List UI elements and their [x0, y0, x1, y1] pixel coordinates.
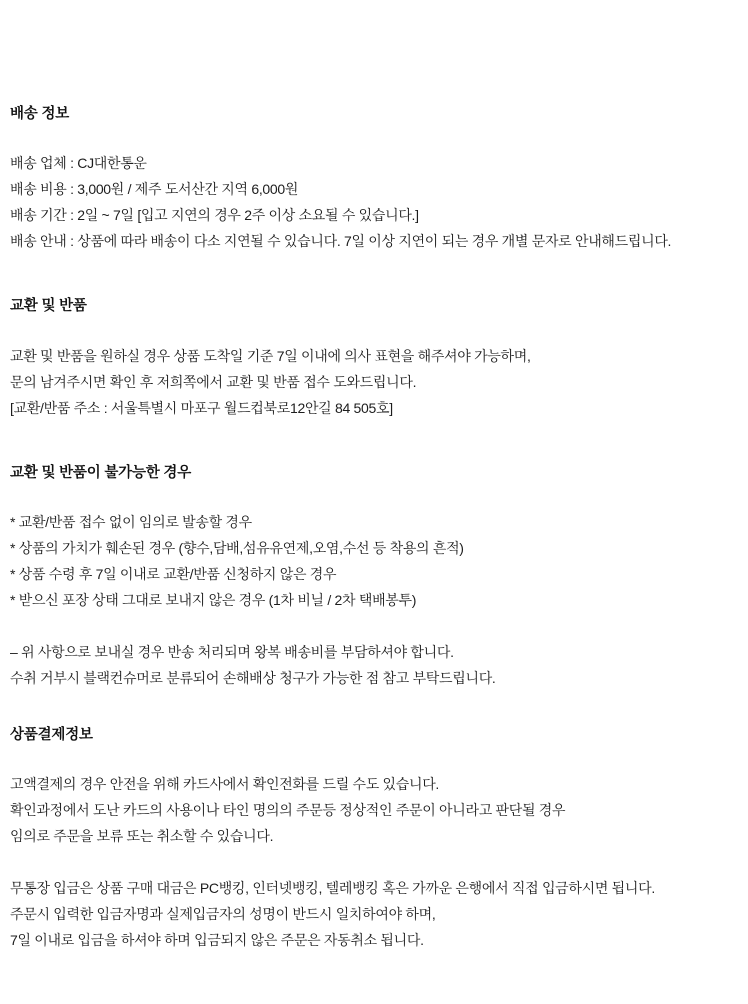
section-title: 상품결제정보 [10, 726, 93, 743]
text-line: 수취 거부시 블랙컨슈머로 분류되어 손해배상 청구가 가능한 점 참고 부탁드립니다. [10, 669, 496, 686]
paragraph [10, 509, 738, 613]
text-line: * 상품의 가치가 훼손된 경우 (향수,담배,섬유유연제,오염,수선 등 착용의 흔적) [10, 539, 464, 556]
text-line: 배송 기간 : 2일 ~ 7일 [입고 지연의 경우 2주 이상 소요될 수 있습니다.] [10, 207, 419, 224]
text-line: [교환/반품 주소 : 서울특별시 마포구 월드컵북로12안길 84 505호] [10, 399, 393, 416]
text-line: 배송 업체 : CJ대한통운 [10, 155, 147, 172]
text-line: 무통장 입금은 상품 구매 대금은 PC뱅킹, 인터넷뱅킹, 텔레뱅킹 혹은 가까운 은행에서 직접 입금하시면 됩니다. [10, 880, 655, 897]
text-line: – 위 사항으로 보내실 경우 반송 처리되며 왕복 배송비를 부담하셔야 합니다. [10, 643, 454, 660]
text-line: 문의 남겨주시면 확인 후 저희쪽에서 교환 및 반품 접수 도와드립니다. [10, 373, 417, 390]
paragraph [10, 771, 738, 849]
text-line: 7일 이내로 입금을 하셔야 하며 입금되지 않은 주문은 자동취소 됩니다. [10, 932, 424, 949]
text-line: 임의로 주문을 보류 또는 취소할 수 있습니다. [10, 828, 274, 845]
paragraph [10, 639, 738, 691]
text-line: * 상품 수령 후 7일 이내로 교환/반품 신청하지 않은 경우 [10, 565, 337, 582]
section-title: 배송 정보 [10, 106, 70, 122]
paragraph [10, 343, 738, 421]
text-line: 배송 안내 : 상품에 따라 배송이 다소 지연될 수 있습니다. 7일 이상 지연이 되는 경우 개별 문자로 안내해드립니다. [10, 233, 672, 250]
paragraph [10, 150, 738, 254]
text-line: 주문시 입력한 입금자명과 실제입금자의 성명이 반드시 일치하여야 하며, [10, 906, 436, 923]
text-line: * 교환/반품 접수 없이 임의로 발송할 경우 [10, 513, 252, 530]
section-shipping-info [10, 0, 738, 254]
section-title: 교환 및 반품 [10, 298, 87, 315]
text-line: 배송 비용 : 3,000원 / 제주 도서산간 지역 6,000원 [10, 181, 299, 198]
text-line: 교환 및 반품을 원하실 경우 상품 도착일 기준 7일 이내에 의사 표현을 해주셔야 가능하며, [10, 347, 531, 364]
section-exchange-return [10, 296, 738, 420]
section-payment-info [10, 725, 738, 953]
text-line: 확인과정에서 도난 카드의 사용이나 타인 명의의 주문등 정상적인 주문이 아니라고 판단될 경우 [10, 802, 566, 819]
text-line: * 받으신 포장 상태 그대로 보내지 않은 경우 (1차 비닐 / 2차 택배봉투) [10, 591, 417, 608]
text-line: 고액결제의 경우 안전을 위해 카드사에서 확인전화를 드릴 수도 있습니다. [10, 776, 440, 793]
section-title: 교환 및 반품이 불가능한 경우 [10, 464, 191, 481]
section-exchange-return-impossible [10, 463, 738, 691]
paragraph [10, 875, 738, 953]
